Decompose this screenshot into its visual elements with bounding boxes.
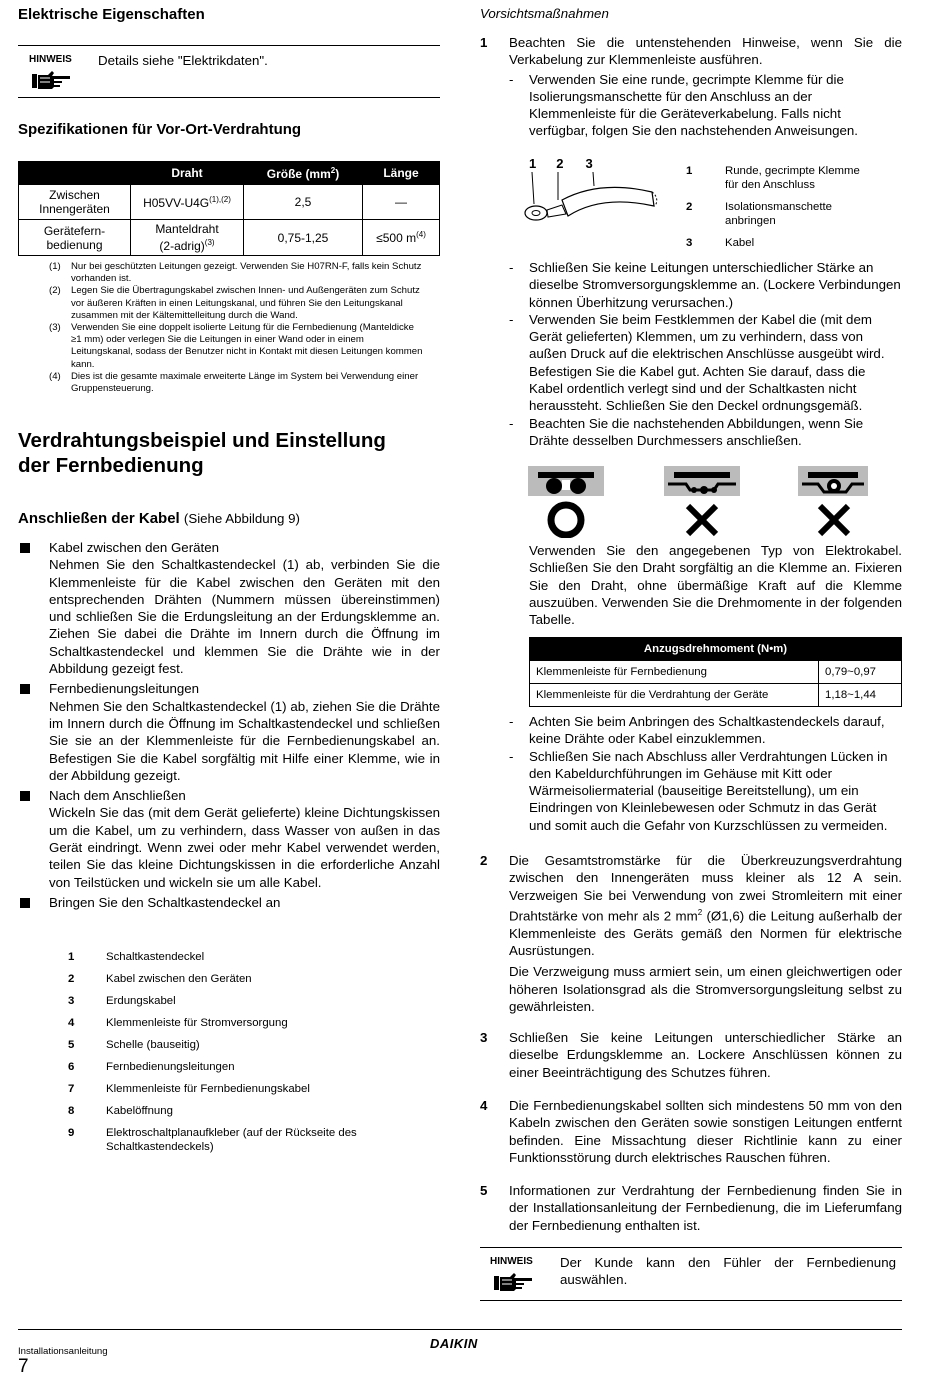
wire-connection-examples bbox=[528, 466, 868, 538]
table-row: Klemmenleiste für die Verdrahtung der Geräte 1,18~1,44 bbox=[530, 684, 902, 707]
torque-table-header: Anzugsdrehmoment (N•m) bbox=[530, 638, 902, 661]
figure-legend-item: 3 Kabel bbox=[686, 237, 755, 249]
wrong-connection-example-2 bbox=[798, 466, 868, 534]
spec-header-length: Länge bbox=[363, 162, 440, 185]
section-title: Verdrahtungsbeispiel und Einstellung der Fernbedienung bbox=[18, 429, 386, 477]
legend-item: 6 Fernbedienungsleitungen bbox=[68, 1061, 235, 1073]
legend-item: 3 Erdungskabel bbox=[68, 995, 176, 1007]
figure-legend bbox=[686, 164, 906, 250]
precautions-list-a bbox=[509, 259, 902, 449]
precautions-list-b bbox=[509, 713, 902, 834]
item-3: 3 Schließen Sie keine Leitungen unterschiedlicher Stärke an dieselbe Erdungsklemme an. Lockere Anschlüssen können zu einer Beeinträchtigung des Schutzes führen. bbox=[480, 1030, 902, 1080]
note-label: HINWEIS bbox=[29, 54, 72, 65]
item-4: 4 Die Fernbedienungskabel sollten sich mindestens 50 mm von den Kabeln zwischen den Geräten sowie sonstigen Leitungen entfernt befinden. Eine Missachtung dieser Richtlinie kann zu einer Funktionsstörung durch elektrisches Rauschen führen. bbox=[480, 1098, 902, 1165]
divider bbox=[18, 45, 440, 46]
divider bbox=[480, 1247, 902, 1248]
spec-size-cell: 0,75-1,25 bbox=[244, 220, 363, 256]
electrical-properties-heading: Elektrische Eigenschaften bbox=[18, 6, 205, 23]
spec-row-label: Gerätefern- bedienung bbox=[19, 220, 131, 256]
figure-legend-item: 2 Isolationsmanschette anbringen bbox=[686, 201, 833, 227]
bullet-item: Fernbedienungsleitungen Nehmen Sie den Schaltkastendeckel (1) ab, ziehen Sie die Drähte im Innern durch die Öffnung im Schaltkastendeckel und schließen Sie sie an der Klemmenleiste für die Fernbedienungskabel an. Befestigen Sie die Kabel sorgfältig mit Hilfe einer Klemme, wie in der Abbildung gezeigt. bbox=[18, 680, 440, 784]
connect-cables-heading: Anschließen der Kabel (Siehe Abbildung 9) bbox=[18, 510, 300, 527]
note-text: Der Kunde kann den Fühler der Fernbedienung auswählen. bbox=[560, 1255, 896, 1288]
torque-table bbox=[529, 637, 902, 707]
legend-item: 2 Kabel zwischen den Geräten bbox=[68, 973, 252, 985]
spec-length-cell: — bbox=[363, 185, 440, 220]
figure-legend-item: 1 Runde, gecrimpte Klemme für den Anschluss bbox=[686, 165, 860, 191]
cable-bullets bbox=[18, 539, 440, 911]
brand-logo: DAIKIN bbox=[430, 1336, 478, 1351]
wire-type-paragraph: Verwenden Sie den angegebenen Typ von Elektrokabel. Schließen Sie den Draht sorgfältig an die Klemme an. Fixieren Sie den Draht, ohne übermäßige Kraft auf die Klemme auszuüben. Verwenden Sie die Drehmomente in der folgenden Tabelle. bbox=[529, 543, 902, 628]
note-text: Details siehe "Elektrikdaten". bbox=[98, 53, 268, 68]
footnote: (4) Dies ist die gesamte maximale erweiterte Länge im System bei Verwendung einer Gruppensteuerung. bbox=[49, 370, 419, 395]
bullet-item: Kabel zwischen den Geräten Nehmen Sie den Schaltkastendeckel (1) ab, verbinden Sie die Klemmenleiste für die Kabel zwischen den Geräten mit den entsprechenden Drähten (Nummern müssen übereinstimmen) und schließen Sie die Erdungsleitung an der Erdungsklemme an. Ziehen Sie dabei die Drähte im Innern durch die Öffnung im Schaltkastendeckel und klemmen Sie die Drähte wie in der Abbildung gezeigt fest. bbox=[18, 539, 440, 677]
pointing-hand-icon bbox=[32, 70, 74, 90]
divider bbox=[18, 97, 440, 98]
spec-size-cell: 2,5 bbox=[244, 185, 363, 220]
footnote: (2) Legen Sie die Übertragungskabel zwischen Innen- und Außengeräten zum Schutz vor äußeren Kräften in einen Leitungskanal, und führen Sie den Leitungskanal zusammen mit der Kältemittelleitung durch die Wand. bbox=[49, 285, 420, 321]
caution-heading: Vorsichtsmaßnahmen bbox=[480, 6, 609, 21]
item-1: 1 Beachten Sie die untenstehenden Hinweise, wenn Sie die Verkabelung zur Klemmenleiste ausführen. - Verwenden Sie eine runde, gecrimpte Klemme für die Isolierungsmanschette für den Anschluss an der Klemmenleiste für die Geräteverkabelung. Falls nicht verfügbar, folgen Sie den nachstehenden Anweisungen. bbox=[480, 35, 902, 139]
field-wiring-spec-table bbox=[18, 161, 440, 256]
precaution-item: - Schließen Sie nach Abschluss aller Verdrahtungen Lücken in den Kabeldurchführungen im Gehäuse mit Kitt oder Wärmeisoliermaterial (bauseitige Bereitstellung), um ein Eindringen von Kleinlebewesen oder Schmutz in das Gerät und somit auch die Gefahr von Kurzschlüssen zu vermeiden. bbox=[509, 748, 888, 833]
bullet-item: Nach dem Anschließen Wickeln Sie das (mit dem Gerät gelieferte) kleine Dichtungskissen um die Kabel, um zu verhindern, dass Wasser von außen in das Gerät eindringt. Wenn zwei oder mehr Kabel verwendet werden, teilen Sie das kleine Dichtungskissen in die erforderliche Anzahl von Teilstücken und wickeln sie um alle Kabel. bbox=[18, 787, 440, 891]
legend-item: 1 Schaltkastendeckel bbox=[68, 951, 205, 963]
precaution-item: - Verwenden Sie beim Festklemmen der Kabel die (mit dem Gerät gelieferten) Klemmen, um zu verhindern, dass von außen Druck auf die elektrischen Anschlüsse ausgeübt wird. Befestigen Sie die Kabel gut. Achten Sie darauf, dass die Kabel ordentlich verlegt sind und der Schaltkasten nicht heraussteht. Schließen Sie den Deckel ordnungsgemäß. bbox=[509, 311, 885, 414]
divider bbox=[480, 1300, 902, 1301]
precaution-item: - Beachten Sie die nachstehenden Abbildungen, wenn Sie Drähte desselben Durchmessers anschließen. bbox=[509, 415, 864, 448]
spec-wire-cell: Manteldraht (2-adrig)$^{(3)}$ bbox=[131, 220, 244, 256]
footnote: (3) Verwenden Sie eine doppelt isolierte Leitung für die Fernbedienung (Manteldicke ≥1 mm) oder verlegen Sie die Leitungen in einer Wand oder in einem Leitungskanal, sodass der Benutzer nicht in Kontakt mit diesen Leitungen kommen kann. bbox=[49, 322, 423, 370]
precaution-item: - Schließen Sie keine Leitungen unterschiedlicher Stärke an dieselbe Stromversorgungsklemme an. (Lockere Verbindungen können Überhitzung verursachen.) bbox=[509, 260, 901, 310]
page-number: 7 bbox=[18, 1356, 29, 1377]
legend-item: 9 Elektroschaltplanaufkleber (auf der Rückseite des Schaltkastendeckels) bbox=[68, 1127, 357, 1153]
item-5: 5 Informationen zur Verdrahtung der Fernbedienung finden Sie in der Installationsanleitung der Fernbedienung, die im Lieferumfang der Fernbedienung enthalten ist. bbox=[480, 1183, 902, 1233]
wrong-connection-example-1 bbox=[664, 466, 740, 534]
note-label: HINWEIS bbox=[490, 1256, 533, 1267]
bullet-item: Bringen Sie den Schaltkastendeckel an bbox=[18, 894, 440, 911]
legend-item: 5 Schelle (bauseitig) bbox=[68, 1039, 200, 1051]
footnote: (1) Nur bei geschützten Leitungen gezeigt. Verwenden Sie H07RN-F, falls kein Schutz vorhanden ist. bbox=[49, 261, 422, 285]
item-2: 2 Die Gesamtstromstärke für die Überkreuzungsverdrahtung zwischen den Innengeräten muss kleiner als 12 A sein. Verzweigen Sie bei Verwendung von zwei Stromleitern mit einer Drahtstärke von mehr als 2 $mm^2$ (Ø1,6) die Leitung außerhalb der Klemmenleiste des Geräts gemäß den Normen für elektrische Ausrüstungen. Die Verzweigung muss armiert sein, um einen gleichwertigen oder höheren Isolationsgrad als die Stromversorgungsleitung selbst zu gewährleisten. bbox=[480, 853, 902, 1014]
spec-row-label: Zwischen Innengeräten bbox=[19, 185, 131, 220]
table-row: Klemmenleiste für Fernbedienung 0,79~0,97 bbox=[530, 661, 902, 684]
field-wiring-spec-heading: Spezifikationen für Vor-Ort-Verdrahtung bbox=[18, 121, 302, 138]
component-legend bbox=[68, 950, 368, 1156]
spec-header-size: Größe $(mm^2)$ bbox=[244, 162, 363, 185]
spec-length-cell: ≤500 $m^{(4)}$ bbox=[363, 220, 440, 256]
spec-header-empty bbox=[19, 162, 131, 185]
footer-doc-name: Installationsanleitung bbox=[18, 1346, 108, 1357]
spec-header-wire: Draht bbox=[131, 162, 244, 185]
legend-item: 8 Kabelöffnung bbox=[68, 1105, 173, 1117]
pointing-hand-icon bbox=[494, 1272, 536, 1292]
crimp-terminal-illustration bbox=[518, 170, 660, 230]
figure-labels: 1 2 3 bbox=[529, 156, 593, 171]
legend-item: 7 Klemmenleiste für Fernbedienungskabel bbox=[68, 1083, 310, 1095]
spec-wire-cell: $H05VV-U4G^{(1),(2)}$ bbox=[131, 185, 244, 220]
footer-divider bbox=[18, 1329, 902, 1330]
precaution-item: - Achten Sie beim Anbringen des Schaltkastendeckels darauf, keine Drähte oder Kabel einzuklemmen. bbox=[509, 714, 885, 747]
footnotes bbox=[49, 261, 425, 395]
legend-item: 4 Klemmenleiste für Stromversorgung bbox=[68, 1017, 288, 1029]
correct-connection-example bbox=[528, 466, 604, 535]
